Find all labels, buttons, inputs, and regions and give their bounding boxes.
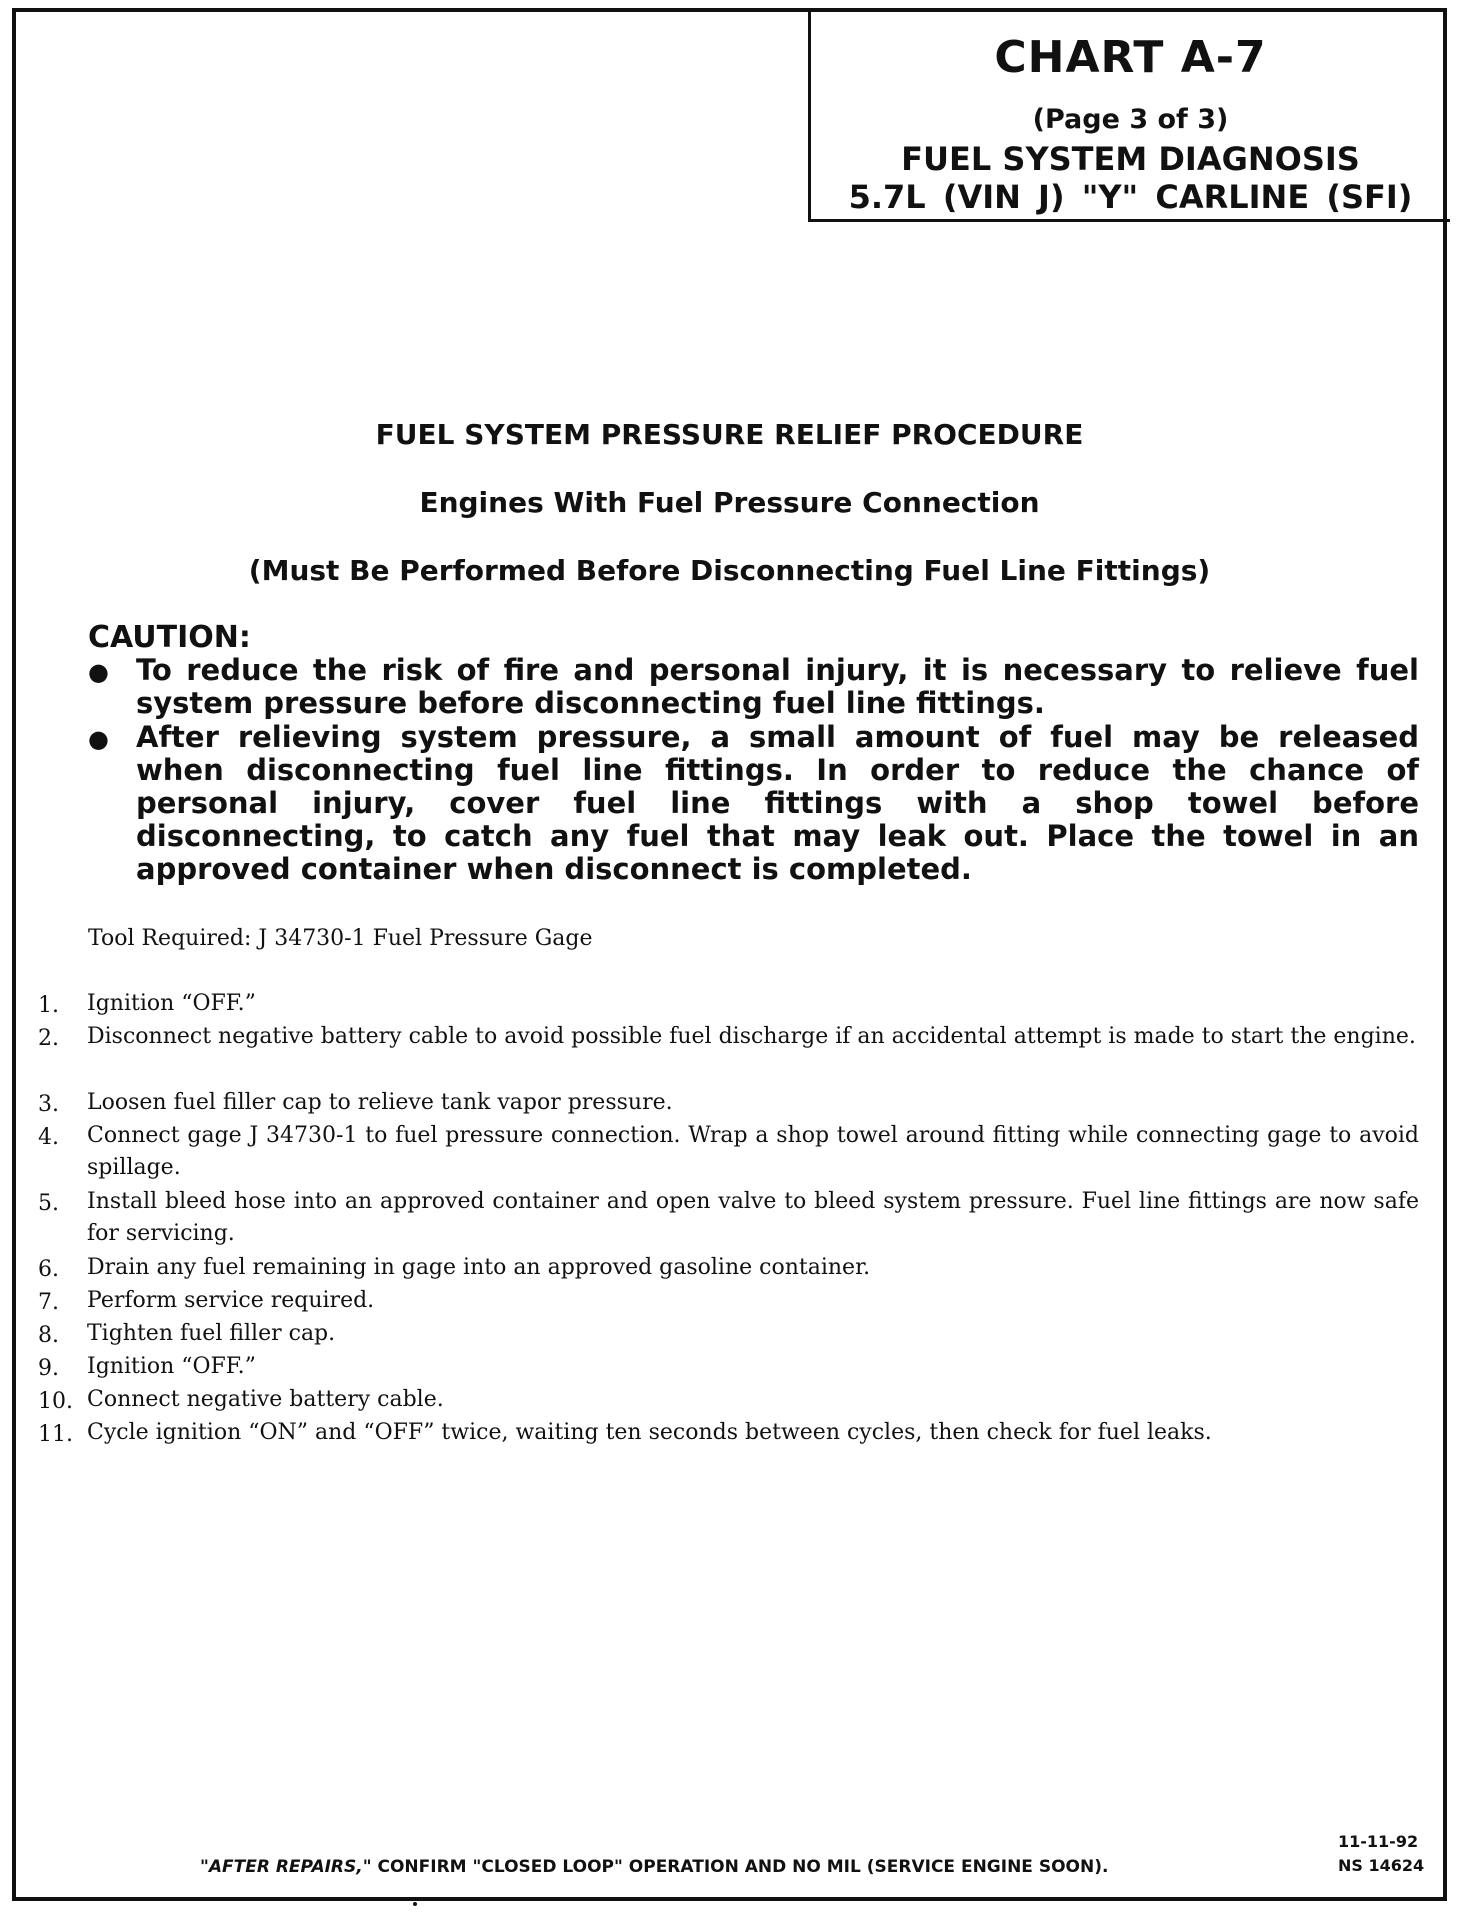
step-text: Install bleed hose into an approved container and open valve to bleed system pressure. Fuel line fittings are now safe for servicing. [87, 1189, 1419, 1246]
step-number: 6. [38, 1257, 59, 1282]
step-number: 5. [38, 1191, 59, 1216]
chart-subject: FUEL SYSTEM DIAGNOSIS [901, 140, 1360, 178]
step-text: Disconnect negative battery cable to avoid possible fuel discharge if an accidental attempt is made to start the engine. [87, 1024, 1416, 1049]
scan-speck [413, 1902, 417, 1906]
caution-item: To reduce the risk of fire and personal injury, it is necessary to relieve fuel system pressure before disconnecting fuel line fittings. [136, 653, 1419, 720]
footer-date: 11-11-92 [1338, 1832, 1419, 1851]
bullet-icon: ● [88, 725, 109, 753]
procedure-subtitle: Engines With Fuel Pressure Connection [419, 486, 1040, 519]
step-text: Perform service required. [87, 1288, 375, 1313]
step-number: 4. [38, 1125, 59, 1150]
step-number: 8. [38, 1323, 59, 1348]
chart-header-box [808, 8, 1450, 222]
step-text: Drain any fuel remaining in gage into an approved gasoline container. [87, 1255, 871, 1280]
vehicle-line: 5.7L (VIN J) "Y" CARLINE (SFI) [848, 178, 1413, 216]
page-border [12, 8, 1447, 1901]
step-number: 2. [38, 1026, 59, 1051]
procedure-note: (Must Be Performed Before Disconnecting Fuel Line Fittings) [248, 554, 1211, 587]
step-text: Connect negative battery cable. [87, 1387, 444, 1412]
procedure-title: FUEL SYSTEM PRESSURE RELIEF PROCEDURE [375, 418, 1084, 451]
step-number: 7. [38, 1290, 59, 1315]
caution-item: After relieving system pressure, a small amount of fuel may be released when disconnecting fuel line fittings. In order to reduce the chance of personal injury, cover fuel line fittings with a shop towel before disconnecting, to catch any fuel that may leak out. Place the towel in an approved container when disconnect is completed. [136, 720, 1419, 886]
step-number: 10. [38, 1389, 73, 1414]
bullet-icon: ● [88, 658, 109, 686]
step-text: Ignition “OFF.” [87, 991, 256, 1016]
step-text: Tighten fuel filler cap. [87, 1321, 336, 1346]
tool-required: Tool Required: J 34730-1 Fuel Pressure Gage [88, 926, 593, 951]
chart-title: CHART A-7 [994, 32, 1267, 83]
step-number: 1. [38, 993, 59, 1018]
step-number: 11. [38, 1422, 73, 1447]
step-text: Cycle ignition “ON” and “OFF” twice, waiting ten seconds between cycles, then check for fuel leaks. [87, 1420, 1212, 1445]
step-text: Loosen fuel filler cap to relieve tank vapor pressure. [87, 1090, 673, 1115]
footer-code: NS 14624 [1338, 1856, 1425, 1875]
footer-note-italic: "AFTER REPAIRS," [200, 1857, 372, 1877]
step-text: Connect gage J 34730-1 to fuel pressure connection. Wrap a shop towel around fitting while connecting gage to avoid spillage. [87, 1123, 1419, 1180]
step-number: 3. [38, 1092, 59, 1117]
footer-note [200, 1857, 1108, 1877]
page-indicator: (Page 3 of 3) [1032, 104, 1229, 135]
step-text: Ignition “OFF.” [87, 1354, 256, 1379]
caution-heading: CAUTION: [88, 620, 251, 655]
step-number: 9. [38, 1356, 59, 1381]
footer-note-rest: CONFIRM "CLOSED LOOP" OPERATION AND NO MIL (SERVICE ENGINE SOON). [371, 1857, 1109, 1877]
